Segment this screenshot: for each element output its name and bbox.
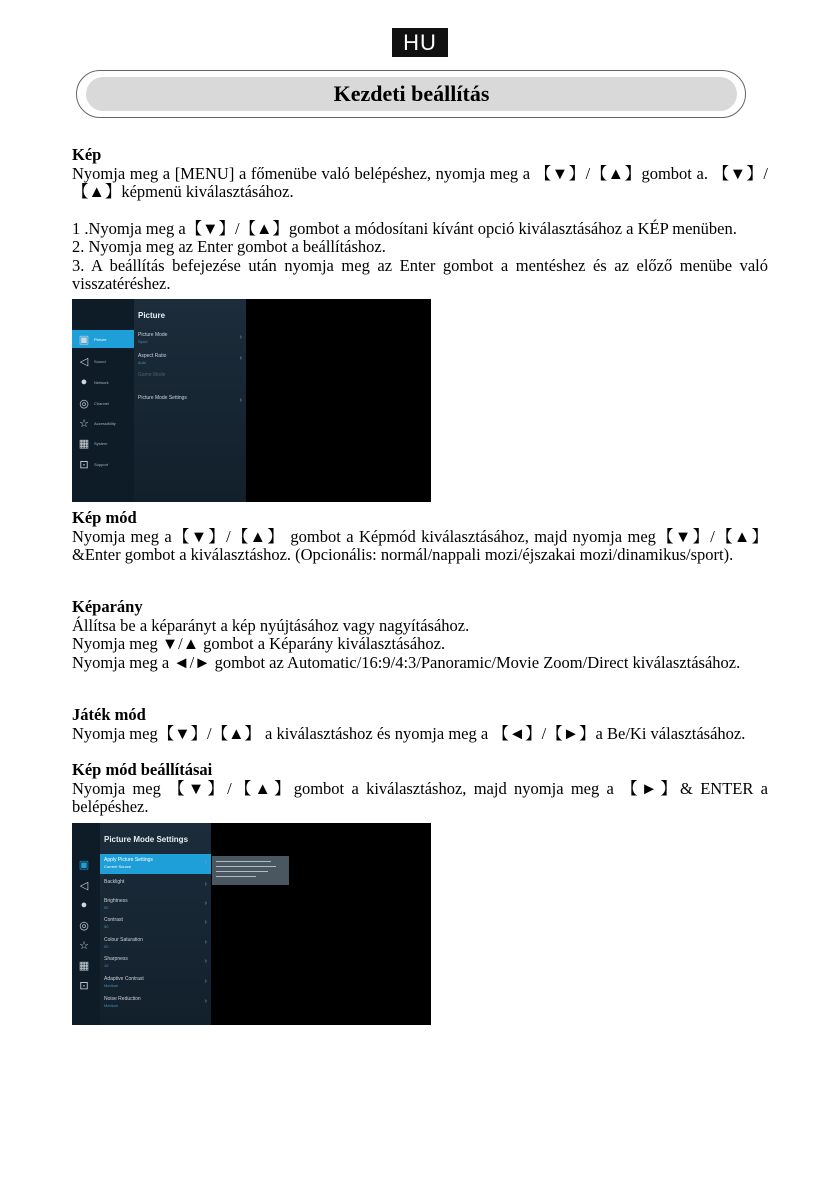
tv-picture-menu-screenshot	[72, 299, 431, 502]
tv-sidebar	[72, 299, 134, 502]
sidebar-item-network: ● Network	[72, 373, 134, 391]
sidebar-item-picture: ▣ Picture	[72, 330, 134, 348]
tv-menu-panel	[100, 823, 211, 1025]
sidebar-item-support	[72, 976, 100, 994]
menu-item-sharpness: Sharpness 10 ›	[104, 956, 207, 968]
paragraph: Nyomja meg a [MENU] a főmenübe való belépéshez, nyomja meg a 【▼】/【▲】gombot a. 【▼】/【▲】képmenü kiválasztásához.	[72, 163, 768, 201]
channel-icon: ◎	[79, 397, 89, 410]
channel-icon: ◎	[79, 919, 89, 932]
section-heading: Képarány	[72, 597, 143, 616]
step-1: 1 .Nyomja meg a【▼】/【▲】gombot a módosítani kívánt opció kiválasztásához a KÉP menüben.	[72, 218, 737, 238]
page-title: Kezdeti beállítás	[86, 77, 737, 111]
tv-menu-panel	[134, 299, 246, 502]
step-2: 2. Nyomja meg az Enter gombot a beállításhoz.	[72, 237, 386, 256]
menu-item-picture-mode: Picture Mode Sport ›	[138, 332, 242, 344]
section-kep	[72, 146, 768, 294]
section-heading: Kép mód	[72, 508, 137, 527]
picture-icon: ▣	[78, 333, 90, 346]
chevron-right-icon: ›	[204, 939, 207, 946]
chevron-right-icon: ›	[204, 900, 207, 907]
sidebar-item-channel	[72, 916, 100, 934]
chevron-right-icon: ›	[239, 355, 242, 362]
chevron-right-icon: ›	[239, 397, 242, 404]
menu-item-adaptive-contrast: Adaptive Contrast Medium ›	[104, 976, 207, 988]
paragraph: Nyomja meg a【▼】/【▲】 gombot a Képmód kiválasztásához, majd nyomja meg【▼】/【▲】 &Enter gombot a kiválasztáshoz. (Opcionális: normál/nappali mozi/éjszakai mozi/dinamikus/sport).	[72, 526, 768, 564]
step-3: 3. A beállítás befejezése után nyomja meg az Enter gombot a mentéshez és az előző menübe való visszatéréshez.	[72, 255, 768, 293]
sidebar-item-system: ▦ System	[78, 437, 108, 450]
section-jatek-mod	[72, 706, 768, 743]
chevron-right-icon: ›	[204, 881, 207, 888]
menu-item-aspect-ratio: Aspect Ratio Auto ›	[138, 353, 242, 365]
paragraph: Nyomja meg【▼】/【▲】 a kiválasztáshoz és nyomja meg a 【◄】/【►】a Be/Ki választásához.	[72, 723, 746, 743]
network-icon: ●	[80, 376, 88, 388]
chevron-right-icon: ›	[239, 334, 242, 341]
system-icon: ▦	[78, 959, 90, 972]
support-icon: ⊡	[79, 458, 89, 471]
language-badge: HU	[392, 28, 448, 57]
sidebar-item-channel: ◎ Channel	[72, 394, 134, 412]
chevron-right-icon: ›	[204, 859, 207, 866]
section-heading: Kép mód beállításai	[72, 760, 213, 779]
menu-item-picture-mode-settings: Picture Mode Settings ›	[138, 395, 242, 404]
sidebar-item-accessibility	[72, 936, 100, 954]
section-kep-mod-beallitasai	[72, 761, 768, 817]
menu-item-colour-saturation: Colour Saturation 50 ›	[104, 937, 207, 949]
accessibility-icon: ☆	[79, 417, 89, 430]
section-keparany	[72, 598, 768, 672]
system-icon: ▦	[78, 437, 90, 450]
sound-icon: ◁	[79, 879, 89, 892]
network-icon: ●	[80, 899, 88, 911]
sidebar-item-support: ⊡ Support	[72, 455, 134, 473]
chevron-right-icon: ›	[204, 978, 207, 985]
menu-item-noise-reduction: Noise Reduction Medium ›	[104, 996, 207, 1008]
sidebar-item-picture	[72, 855, 100, 873]
picture-icon: ▣	[78, 858, 90, 871]
accessibility-icon: ☆	[79, 939, 89, 952]
panel-title: Picture	[138, 311, 166, 320]
menu-item-backlight: Backlight ›	[104, 879, 207, 888]
menu-item-game-mode: Game Mode	[138, 372, 166, 378]
paragraph: Állítsa be a képarányt a kép nyújtásához vagy nagyításához.	[72, 615, 470, 635]
section-heading: Játék mód	[72, 705, 146, 724]
panel-title: Picture Mode Settings	[104, 835, 189, 844]
section-heading: Kép	[72, 145, 102, 164]
menu-item-apply-picture-settings: Apply Picture Settings Current Source ›	[100, 854, 211, 874]
paragraph: Nyomja meg a ◄/► gombot az Automatic/16:9/4:3/Panoramic/Movie Zoom/Direct kiválasztásához.	[72, 652, 741, 672]
support-icon: ⊡	[79, 979, 89, 992]
sidebar-item-sound	[72, 876, 100, 894]
chevron-right-icon: ›	[204, 998, 207, 1005]
sidebar-item-system	[72, 956, 100, 974]
sidebar-item-network	[72, 896, 100, 914]
sidebar-item-accessibility: ☆ Accessibility	[72, 414, 134, 432]
chevron-right-icon: ›	[204, 919, 207, 926]
tooltip-box	[212, 856, 289, 885]
tv-picture-mode-settings-screenshot	[72, 823, 431, 1025]
sound-icon: ◁	[79, 355, 89, 368]
menu-item-brightness: Brightness 50 ›	[104, 898, 207, 910]
paragraph: Nyomja meg ▼/▲ gombot a Képarány kiválasztásához.	[72, 634, 446, 653]
sidebar-item-sound: ◁ Sound	[72, 352, 134, 370]
menu-item-contrast: Contrast 50 ›	[104, 917, 207, 929]
chevron-right-icon: ›	[204, 958, 207, 965]
tv-sidebar	[72, 823, 100, 1025]
section-kep-mod	[72, 509, 768, 565]
paragraph: Nyomja meg 【▼】/【▲】gombot a kiválasztáshoz, majd nyomja meg a 【►】& ENTER a belépéshez.	[72, 778, 768, 816]
